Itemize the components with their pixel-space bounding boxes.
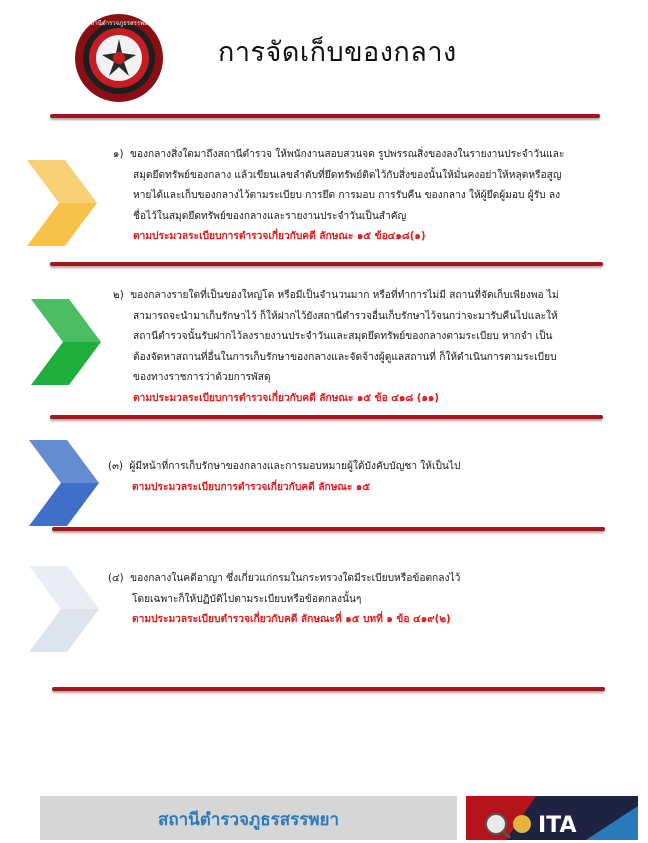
rule-item-3 bbox=[108, 457, 588, 498]
rule-item-2 bbox=[113, 286, 605, 409]
item-reference: ตามประมวลระเบียบการตำรวจเกี่ยวกับคดี ลักษณะ ๑๕ ข้อ ๔๑๘ (๑๑) bbox=[133, 392, 440, 404]
item-reference: ตามประมวลระเบียบการตำรวจเกี่ยวกับคดี ลักษณะ ๑๕ ข้อ๔๑๘(๑) bbox=[133, 231, 426, 242]
page-title: การจัดเก็บของกลาง bbox=[218, 37, 457, 68]
divider bbox=[52, 527, 605, 531]
chevron-arrow-icon bbox=[27, 438, 101, 528]
item-number: (๓) bbox=[108, 461, 123, 472]
item-line: ชื่อไว้ในสมุดยึดทรัพย์ของกลางและรายงานประจำวันเป็นสำคัญ bbox=[133, 210, 407, 222]
item-line: โดยเฉพาะก็ให้ปฏิบัติไปตามระเบียบหรือข้อตกลงนั้นๆ bbox=[132, 593, 362, 605]
item-reference: ตามประมวลระเบียบตำรวจเกี่ยวกับคดี ลักษณะที่ ๑๕ บทที่ ๑ ข้อ ๔๑๙(๒) bbox=[132, 614, 451, 625]
ita-badge-icon bbox=[466, 796, 638, 840]
item-line: ของกลางรายใดที่เป็นของใหญ่โต หรือมีเป็นจำนวนมาก หรือที่ทำการไม่มี สถานที่จัดเก็บเพียงพอ ไม่ bbox=[130, 290, 559, 301]
chevron-arrow-icon bbox=[29, 297, 103, 387]
item-reference: ตามประมวลระเบียบการตำรวจเกี่ยวกับคดี ลักษณะ ๑๕ bbox=[132, 481, 371, 493]
item-line: ของกลางสิ่งใดมาถึงสถานีตำรวจ ให้พนักงานสอบสวนจด รูปพรรณสิ่งของลงในรายงานประจำวันและ bbox=[129, 149, 565, 160]
footer-banner bbox=[40, 796, 457, 840]
divider bbox=[52, 687, 605, 691]
ita-badge-text: ITA bbox=[538, 813, 577, 838]
item-line: ของกลางในคดีอาญา ซึ่งเกี่ยวแก่กรมในกระทรวงใดมีระเบียบหรือข้อตกลงไว้ bbox=[130, 573, 461, 584]
divider bbox=[50, 114, 600, 118]
divider bbox=[50, 415, 603, 419]
item-number: ๑) bbox=[113, 149, 124, 160]
item-number: ๒) bbox=[113, 290, 124, 301]
chevron-arrow-icon bbox=[25, 158, 99, 248]
item-line: ของทางราชการว่าด้วยการพัสดุ bbox=[133, 372, 271, 383]
item-line: สมุดยึดทรัพย์ของกลาง แล้วเขียนเลขลำดับที่ยึดทรัพย์ติดไว้กับสิ่งของนั้นให้มั่นคงอย่าให้หลุดหรือสูญ bbox=[133, 169, 562, 181]
chevron-arrow-icon bbox=[27, 564, 101, 654]
item-line: สถานีตำรวจนั้นรับฝากไว้ลงรายงานประจำวันและสมุดยึดทรัพย์ของกลางตามระเบียบ หากจำ เป็น bbox=[133, 331, 553, 342]
divider bbox=[50, 262, 603, 266]
item-line: หายได้และเก็บของกลางไว้ตามระเบียบ การยึด การมอบ การรับคืน ของกลาง ให้ผู้ยึดผู้มอบ ผู้รับ ลง bbox=[133, 190, 561, 201]
rule-item-4 bbox=[108, 569, 588, 631]
rule-item-1 bbox=[113, 145, 603, 248]
item-line: สามารถจะนำมาเก็บรักษาไว้ ก็ให้ฝากไว้ยังสถานีตำรวจอื่นเก็บรักษาไว้จนกว่าจะมารับคืนไปและให้ bbox=[133, 310, 558, 322]
item-line: ผู้มีหน้าที่การเก็บรักษาของกลางและการมอบหมายผู้ใต้บังคับบัญชา ให้เป็นไป bbox=[129, 461, 461, 472]
item-number: (๔) bbox=[108, 573, 124, 584]
police-station-logo bbox=[74, 13, 164, 103]
footer-station-name: สถานีตำรวจภูธรสรรพยา bbox=[157, 810, 340, 830]
item-line: ต้องจัดหาสถานที่อื่นในการเก็บรักษาของกลางและจัดจ้างผู้ดูแลสถานที่ ก็ให้ดำเนินการตามระเบียบ bbox=[133, 351, 557, 363]
logo-text: สถานีตำรวจภูธรสรรพยา bbox=[87, 20, 151, 27]
